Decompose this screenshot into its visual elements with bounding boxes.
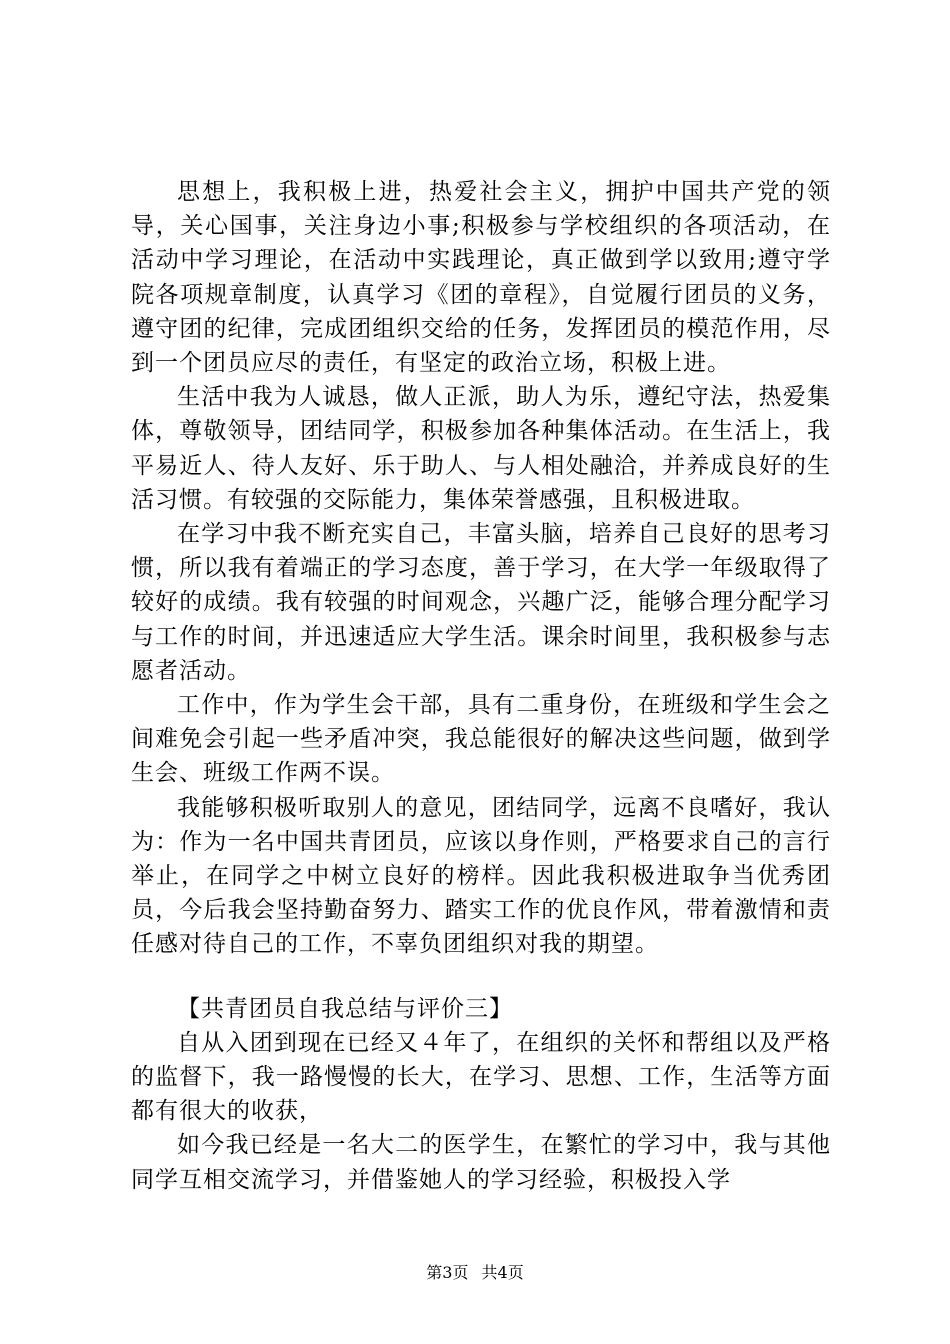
- document-body: [131, 175, 831, 1197]
- paragraph-medical-student: 如今我已经是一名大二的医学生，在繁忙的学习中，我与其他同学互相交流学习，并借鉴她人的学习经验，积极投入学: [131, 1132, 831, 1193]
- paragraph-since-joining: 自从入团到现在已经又４年了，在组织的关怀和帮组以及严格的监督下，我一路慢慢的长大，在学习、思想、工作，生活等方面都有很大的收获，: [131, 1029, 831, 1125]
- page-footer: [0, 1262, 950, 1284]
- page-number: 第3页: [426, 1263, 469, 1282]
- paragraph-thought: 思想上，我积极上进，热爱社会主义，拥护中国共产党的领导，关心国事，关注身边小事;积极参与学校组织的各项活动，在活动中学习理论，在活动中实践理论，真正做到学以致用;遵守学院各项规章制度，认真学习《团的章程》，自觉履行团员的义务，遵守团的纪律，完成团组织交给的任务，发挥团员的模范作用，尽到一个团员应尽的责任，有坚定的政治立场，积极上进。: [131, 179, 831, 377]
- paragraph-attitude: 我能够积极听取别人的意见，团结同学，远离不良嗜好，我认为：作为一名中国共青团员，应该以身作则，严格要求自己的言行举止，在同学之中树立良好的榜样。因此我积极进取争当优秀团员，今后我会坚持勤奋努力、踏实工作的优良作风，带着激情和责任感对待自己的工作，不辜负团组织对我的期望。: [131, 794, 831, 958]
- section-heading: 【共青团员自我总结与评价三】: [177, 995, 513, 1022]
- page-total: 共4页: [481, 1263, 524, 1282]
- paragraph-work: 工作中，作为学生会干部，具有二重身份，在班级和学生会之间难免会引起一些矛盾冲突，我总能很好的解决这些问题，做到学生会、班级工作两不误。: [131, 692, 831, 787]
- paragraph-life: 生活中我为人诚恳，做人正派，助人为乐，遵纪守法，热爱集体，尊敬领导，团结同学，积极参加各种集体活动。在生活上，我平易近人、待人友好、乐于助人、与人相处融洽，并养成良好的生活习惯。有较强的交际能力，集体荣誉感强，且积极进取。: [131, 384, 831, 513]
- paragraph-study: 在学习中我不断充实自己，丰富头脑，培养自己良好的思考习惯，所以我有着端正的学习态度，善于学习，在大学一年级取得了较好的成绩。我有较强的时间观念，兴趣广泛，能够合理分配学习与工作的时间，并迅速适应大学生活。课余时间里，我积极参与志愿者活动。: [131, 521, 831, 684]
